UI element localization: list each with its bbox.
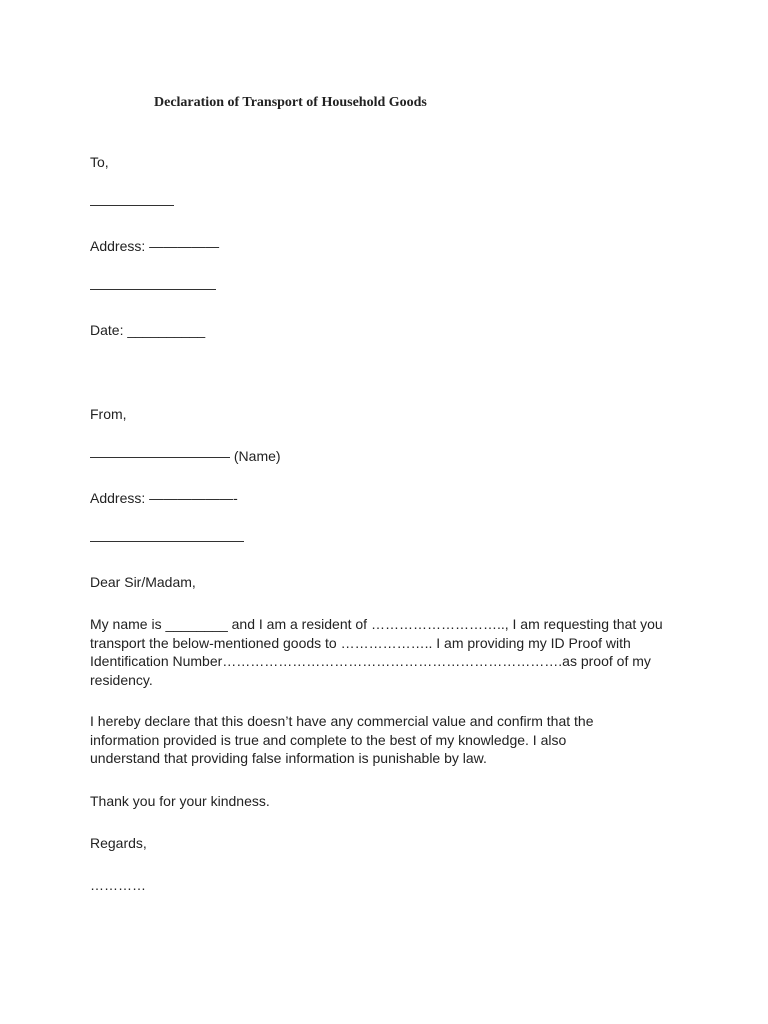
date-line: Date: __________ (90, 322, 206, 338)
paragraph-2-line-1: I hereby declare that this doesn’t have any commercial value and confirm that the (90, 713, 594, 729)
salutation: Dear Sir/Madam, (90, 574, 196, 590)
paragraph-2-line-2: information provided is true and complete to the best of my knowledge. I also (90, 731, 567, 748)
thank-you-line: Thank you for your kindness. (90, 793, 270, 809)
body-paragraph-2 (90, 712, 680, 768)
paragraph-1-line-1: My name is ________ and I am a resident of ……………………….., I am requesting that you (90, 616, 663, 632)
paragraph-1-line-3: Identification Number……………………………………………………………….as proof of my (90, 653, 651, 670)
document-title: Declaration of Transport of Household Goods (154, 95, 427, 110)
body-paragraph-1 (90, 615, 680, 690)
to-address-line2: ————————— (90, 280, 216, 296)
to-name-blank: —————— (90, 196, 174, 212)
closing: Regards, (90, 835, 147, 851)
from-name: —————————— (Name) (90, 448, 281, 464)
to-label: To, (90, 154, 109, 170)
paragraph-1-line-2: transport the below-mentioned goods to ……………….. I am providing my ID Proof with (90, 634, 631, 651)
from-address-line2: ——————————— (90, 532, 244, 548)
signature-blank: ………… (90, 877, 146, 893)
from-address: Address: ——————- (90, 490, 238, 506)
paragraph-2-line-3: understand that providing false information is punishable by law. (90, 750, 487, 767)
paragraph-1-line-4: residency. (90, 672, 153, 689)
from-label: From, (90, 406, 127, 422)
to-address: Address: ————— (90, 238, 220, 254)
